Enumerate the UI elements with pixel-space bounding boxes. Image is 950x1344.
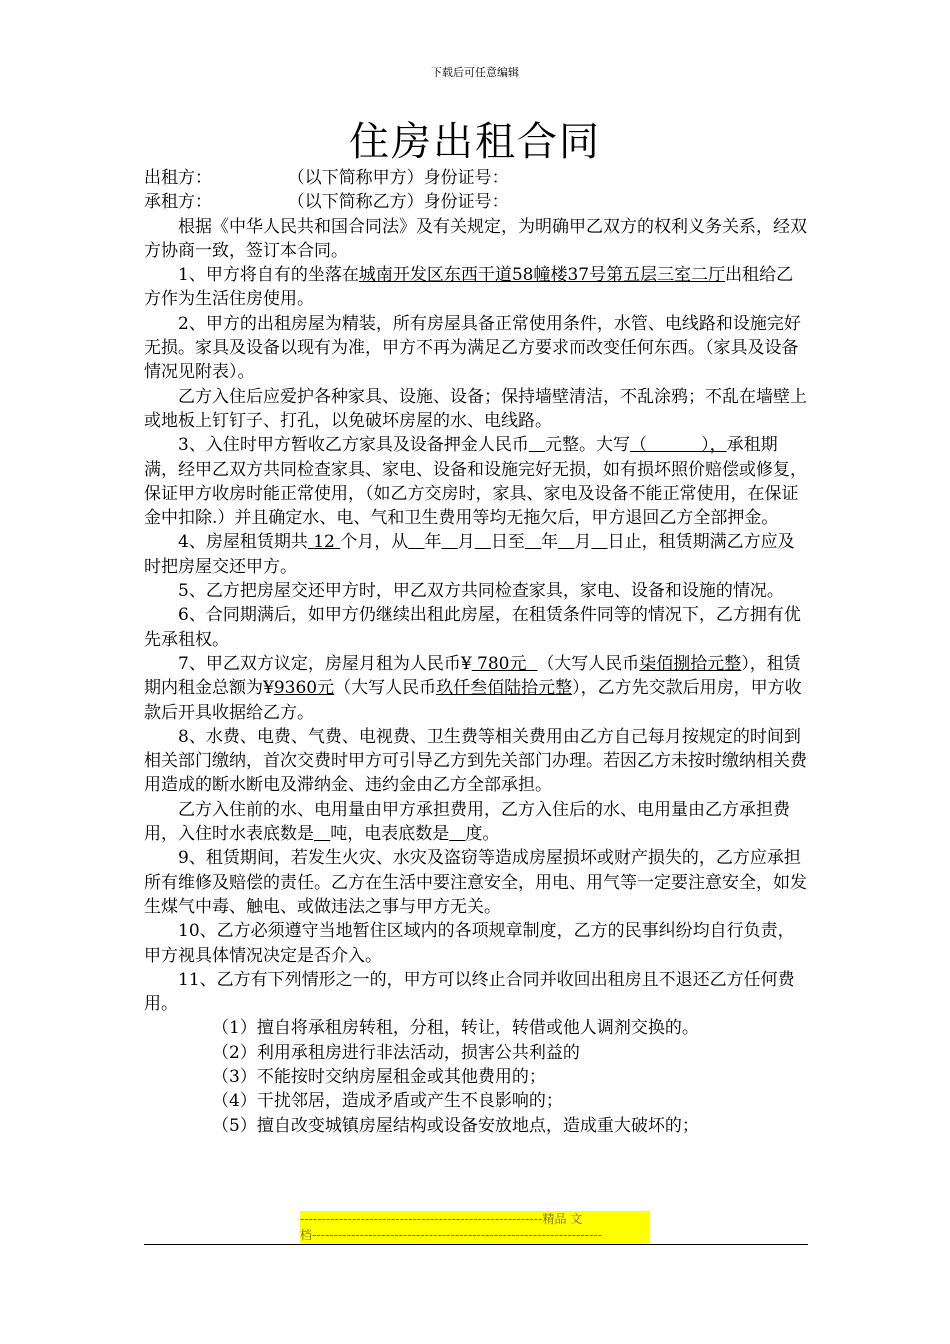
clause-3-d: 承租期满，经甲乙双方共同检查家具、家电、设备和设施完好无损，如有损坏照价赔偿或修复，保证甲方收房时能正常使用，（如乙方交房时，家具、家电及设备不能正常使用，在保证金中扣除.）并且确定水、电、气和卫生费用等均无拖欠后，甲方退回乙方全部押金。 bbox=[144, 435, 807, 529]
monthly-rent-words: 柒佰捌拾元整 bbox=[639, 653, 742, 674]
clause-8b-c: 度。 bbox=[465, 824, 500, 845]
start-year-blank bbox=[408, 532, 424, 552]
clause-7 bbox=[144, 652, 808, 725]
clause-1-post: 出租给乙方作为生活住房使用。 bbox=[144, 265, 794, 310]
total-rent-words: 玖仟叁佰陆拾元整 bbox=[436, 678, 573, 699]
clause-8b bbox=[144, 798, 808, 847]
page-title: 住房出租合同 bbox=[349, 119, 601, 165]
lessee-line: 承租方： （以下简称乙方）身份证号： bbox=[144, 192, 509, 213]
list-item: （5）擅自改变城镇房屋结构或设备安放地点，造成重大破坏的； bbox=[212, 1115, 699, 1136]
list-item: （3）不能按时交纳房屋租金或其他费用的； bbox=[212, 1066, 546, 1087]
label-day-to: 日至 bbox=[490, 532, 525, 553]
footer-line-2: 档------------------------------------------------------------------- bbox=[300, 1228, 603, 1242]
lessor-line: 出租方： （以下简称甲方）身份证号： bbox=[144, 168, 509, 188]
lease-months bbox=[308, 532, 340, 552]
clause-7-c: ），租赁期内租金总额为¥ bbox=[144, 653, 801, 699]
footer-watermark bbox=[300, 1211, 650, 1243]
clause-9: 9、租赁期间，若发生火灾、水灾及盗窃等造成房屋损坏或财产损失的，乙方应承担所有维修及赔偿的责任。乙方在生活中要注意安全，用电、用气等一定要注意安全，如发生煤气中毒、触电、或做违法之事与甲方无关。 bbox=[144, 848, 807, 917]
footer-line-1: --------------------------------------------------------精品 文 bbox=[300, 1212, 583, 1226]
label-year: 年 bbox=[424, 532, 442, 553]
preamble: 根据《中华人民共和国合同法》及有关规定，为明确甲乙双方的权利义务关系，经双方协商一致，签订本合同。 bbox=[144, 216, 807, 261]
header-note: 下载后可任意编辑 bbox=[431, 66, 519, 79]
footer-divider bbox=[144, 1244, 808, 1245]
monthly-rent bbox=[472, 654, 538, 674]
clause-11: 11、乙方有下列情形之一的，甲方可以终止合同并收回出租房且不退还乙方任何费用。 bbox=[144, 969, 795, 1015]
clause-4 bbox=[144, 530, 808, 579]
clause-7-b: （大写人民币 bbox=[537, 653, 640, 674]
total-rent: 9360元 bbox=[273, 678, 335, 699]
monthly-rent-value: 780元 bbox=[477, 653, 527, 674]
clause-3-a: 3、入住时甲方暂收乙方家具及设备押金人民币 bbox=[178, 435, 529, 456]
deposit-blank bbox=[529, 435, 545, 455]
clause-4-a: 4、房屋租赁期共 bbox=[178, 532, 308, 553]
list-item: （1）擅自将承租房转租，分租，转让，转借或他人调剂交换的。 bbox=[212, 1018, 699, 1039]
clause-7-d: （大写人民币 bbox=[334, 678, 437, 699]
water-meter-blank bbox=[314, 824, 330, 844]
clause-10: 10、乙方必须遵守当地暂住区域内的各项规章制度，乙方的民事纠纷均自行负责，甲方视具体情况决定是否介入。 bbox=[144, 921, 795, 966]
clause-4-b: 个月，从 bbox=[340, 532, 409, 553]
end-day-blank bbox=[591, 532, 607, 552]
contract-body bbox=[144, 166, 808, 1138]
label-month: 月 bbox=[457, 532, 475, 553]
clause-5: 5、乙方把房屋交还甲方时，甲乙双方共同检查家具，家电、设备和设施的情况。 bbox=[178, 581, 784, 602]
clause-2b: 乙方入住后应爱护各种家具、设施、设备；保持墙壁清洁，不乱涂鸦；不乱在墙壁上或地板上钉钉子、打孔，以免破坏房屋的水、电线路。 bbox=[144, 386, 807, 431]
clause-1-pre: 1、甲方将自有的坐落在 bbox=[178, 265, 359, 286]
clause-3-b: 元整。大写 bbox=[545, 435, 631, 456]
clause-2: 2、甲方的出租房屋为精装，所有房屋具备正常使用条件，水管、电线路和设施完好无损。家具及设备以现有为准，甲方不再为满足乙方要求而改变任何东西。（家具及设备情况见附表）。 bbox=[144, 313, 801, 383]
clause-8b-b: 吨，电表底数是 bbox=[330, 824, 450, 845]
start-day-blank bbox=[475, 532, 491, 552]
clause-6: 6、合同期满后，如甲方仍继续出租此房屋，在租赁条件同等的情况下，乙方拥有优先承租权。 bbox=[144, 605, 801, 650]
clause-7-a: 7、甲乙双方议定，房屋月租为人民币¥ bbox=[178, 653, 472, 674]
label-month-2: 月 bbox=[574, 532, 592, 553]
deposit-words-blank: （ ）， bbox=[630, 435, 727, 456]
start-month-blank bbox=[442, 532, 458, 552]
electric-meter-blank bbox=[449, 824, 465, 844]
clause-1 bbox=[144, 263, 808, 312]
end-year-blank bbox=[525, 532, 541, 552]
lease-months-value: 12 bbox=[313, 532, 335, 553]
clause-3 bbox=[144, 433, 808, 530]
list-item: （4）干扰邻居，造成矛盾或产生不良影响的； bbox=[212, 1091, 563, 1112]
clause-4-h: 日止，租赁期满乙方应及时把房屋交还甲方。 bbox=[144, 532, 795, 577]
end-month-blank bbox=[558, 532, 574, 552]
clause-7-e: ），乙方先交款后用房，甲方收款后开具收据给乙方。 bbox=[144, 678, 802, 723]
clause-8: 8、水费、电费、气费、电视费、卫生费等相关费用由乙方自己每月按规定的时间到相关部门缴纳，首次交费时甲方可引导乙方到先关部门办理。若因乙方未按时缴纳相关费用造成的断水断电及滞纳金、违约金由乙方全部承担。 bbox=[144, 726, 807, 796]
label-year-2: 年 bbox=[541, 532, 559, 553]
list-item: （2）利用承租房进行非法活动，损害公共利益的 bbox=[212, 1042, 580, 1063]
property-address: 城南开发区东西干道58幢楼37号第五层三室二厅 bbox=[358, 265, 726, 286]
clause-8b-a: 乙方入住前的水、电用量由甲方承担费用，乙方入住后的水、电用量由乙方承担费用，入住时水表底数是 bbox=[144, 799, 790, 845]
